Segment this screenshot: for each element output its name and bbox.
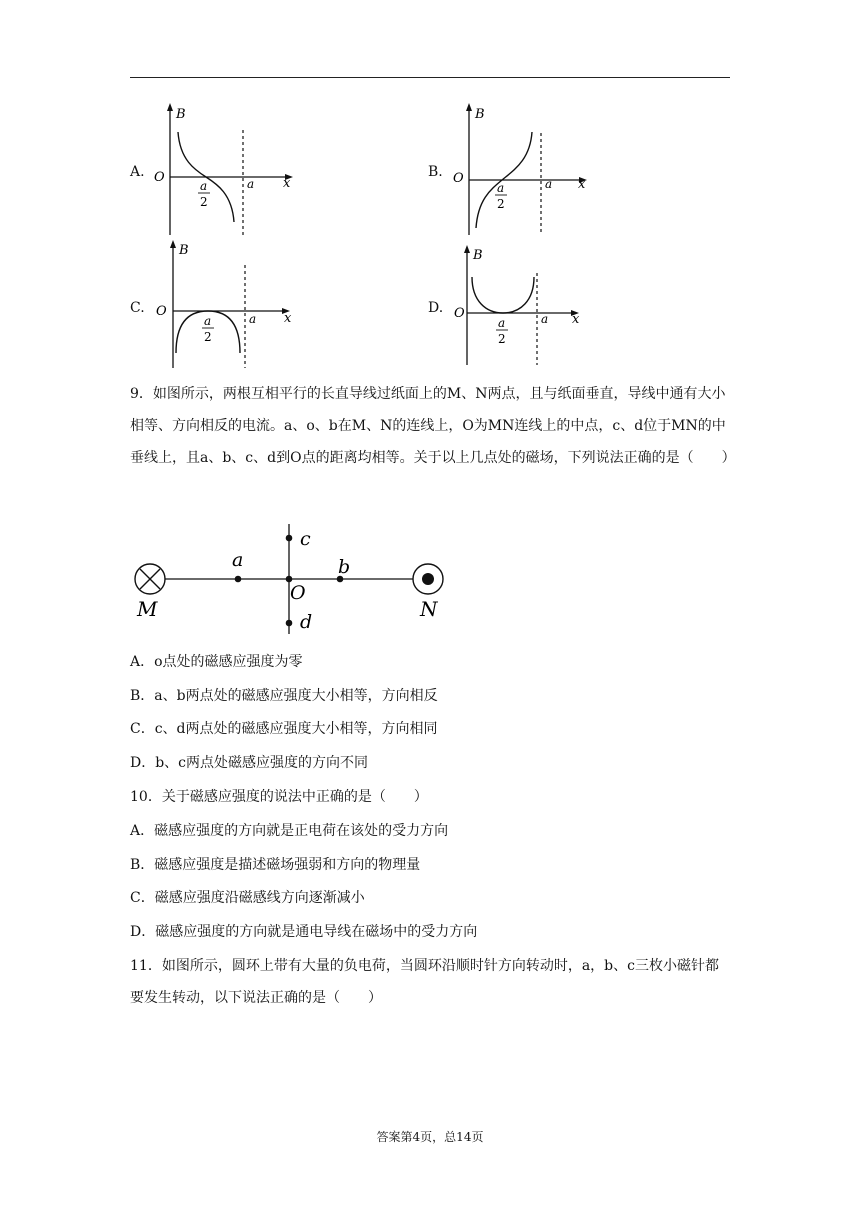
y-axis-label: B — [473, 248, 483, 263]
label-m: M — [137, 597, 158, 621]
q10-option-b: B．磁感应强度是描述磁场强弱和方向的物理量 — [130, 857, 421, 873]
header-rule — [130, 77, 730, 78]
q9-option-d: D．b、c两点处磁感应强度的方向不同 — [130, 755, 369, 771]
y-axis-label: B — [179, 243, 189, 258]
option-d-label: D. — [428, 300, 444, 316]
a-mark-label: a — [247, 177, 255, 191]
label-n: N — [420, 597, 438, 621]
midpoint-numerator: a — [497, 181, 505, 195]
q9-option-c: C．c、d两点处的磁感应强度大小相等，方向相同 — [130, 721, 438, 737]
midpoint-denominator: 2 — [200, 195, 208, 209]
q9-option-a: A．o点处的磁感应强度为零 — [130, 654, 303, 670]
q11-stem: 11．如图所示，圆环上带有大量的负电荷，当圆环沿顺时针方向转动时，a，b、c三枚小磁针都要发生转动，以下说法正确的是（ ） — [130, 958, 719, 1006]
label-o: O — [290, 582, 306, 604]
label-d: d — [300, 611, 313, 633]
origin-label: O — [453, 171, 464, 186]
x-axis-label: x — [578, 177, 586, 192]
option-d-graph — [450, 235, 600, 375]
option-c-label: C. — [130, 300, 145, 316]
x-axis-label: x — [283, 176, 291, 191]
midpoint-numerator: a — [498, 316, 506, 330]
midpoint-denominator: 2 — [497, 197, 505, 211]
option-b-label: B. — [428, 164, 443, 180]
origin-label: O — [156, 304, 167, 319]
option-c-graph — [150, 235, 300, 375]
label-a: a — [232, 549, 244, 571]
q10-option-a: A．磁感应强度的方向就是正电荷在该处的受力方向 — [130, 823, 449, 839]
midpoint-denominator: 2 — [498, 332, 506, 346]
option-a-label: A. — [130, 164, 145, 180]
midpoint-denominator: 2 — [204, 330, 212, 344]
y-axis-label: B — [475, 107, 485, 122]
option-a-graph — [150, 100, 300, 240]
a-mark-label: a — [545, 177, 553, 191]
a-mark-label: a — [249, 312, 257, 326]
origin-label: O — [154, 170, 165, 185]
q9-option-b: B．a、b两点处的磁感应强度大小相等，方向相反 — [130, 688, 438, 704]
curve — [472, 277, 534, 313]
point-d — [286, 620, 293, 627]
q10-option-d: D．磁感应强度的方向就是通电导线在磁场中的受力方向 — [130, 924, 478, 940]
page-footer: 答案第4页，总14页 — [376, 1130, 484, 1144]
point-c — [286, 535, 293, 542]
midpoint-numerator: a — [200, 179, 208, 193]
q10-stem: 10．关于磁感应强度的说法中正确的是（ ） — [130, 789, 428, 805]
option-b-graph — [450, 100, 600, 240]
current-into-page-icon — [135, 564, 165, 594]
y-axis-label: B — [176, 107, 186, 122]
q10-option-c: C．磁感应强度沿磁感线方向逐渐减小 — [130, 890, 365, 906]
current-out-of-page-icon — [413, 564, 443, 594]
label-b: b — [338, 556, 351, 578]
a-mark-label: a — [541, 312, 549, 326]
q9-figure — [125, 518, 455, 636]
point-a — [235, 576, 242, 583]
q9-stem: 9．如图所示，两根互相平行的长直导线过纸面上的M、N两点，且与纸面垂直，导线中通有大小相等、方向相反的电流。a、o、b在M、N的连线上，O为MN连线上的中点，c、d位于MN的中垂线上，且a、b、c、d到O点的距离均相等。关于以上几点处的磁场，下列说法正确的是（ ） — [130, 386, 736, 466]
midpoint-numerator: a — [204, 314, 212, 328]
x-axis-label: x — [284, 311, 292, 326]
label-c: c — [300, 528, 311, 550]
x-axis-label: x — [572, 312, 580, 327]
origin-label: O — [454, 306, 465, 321]
